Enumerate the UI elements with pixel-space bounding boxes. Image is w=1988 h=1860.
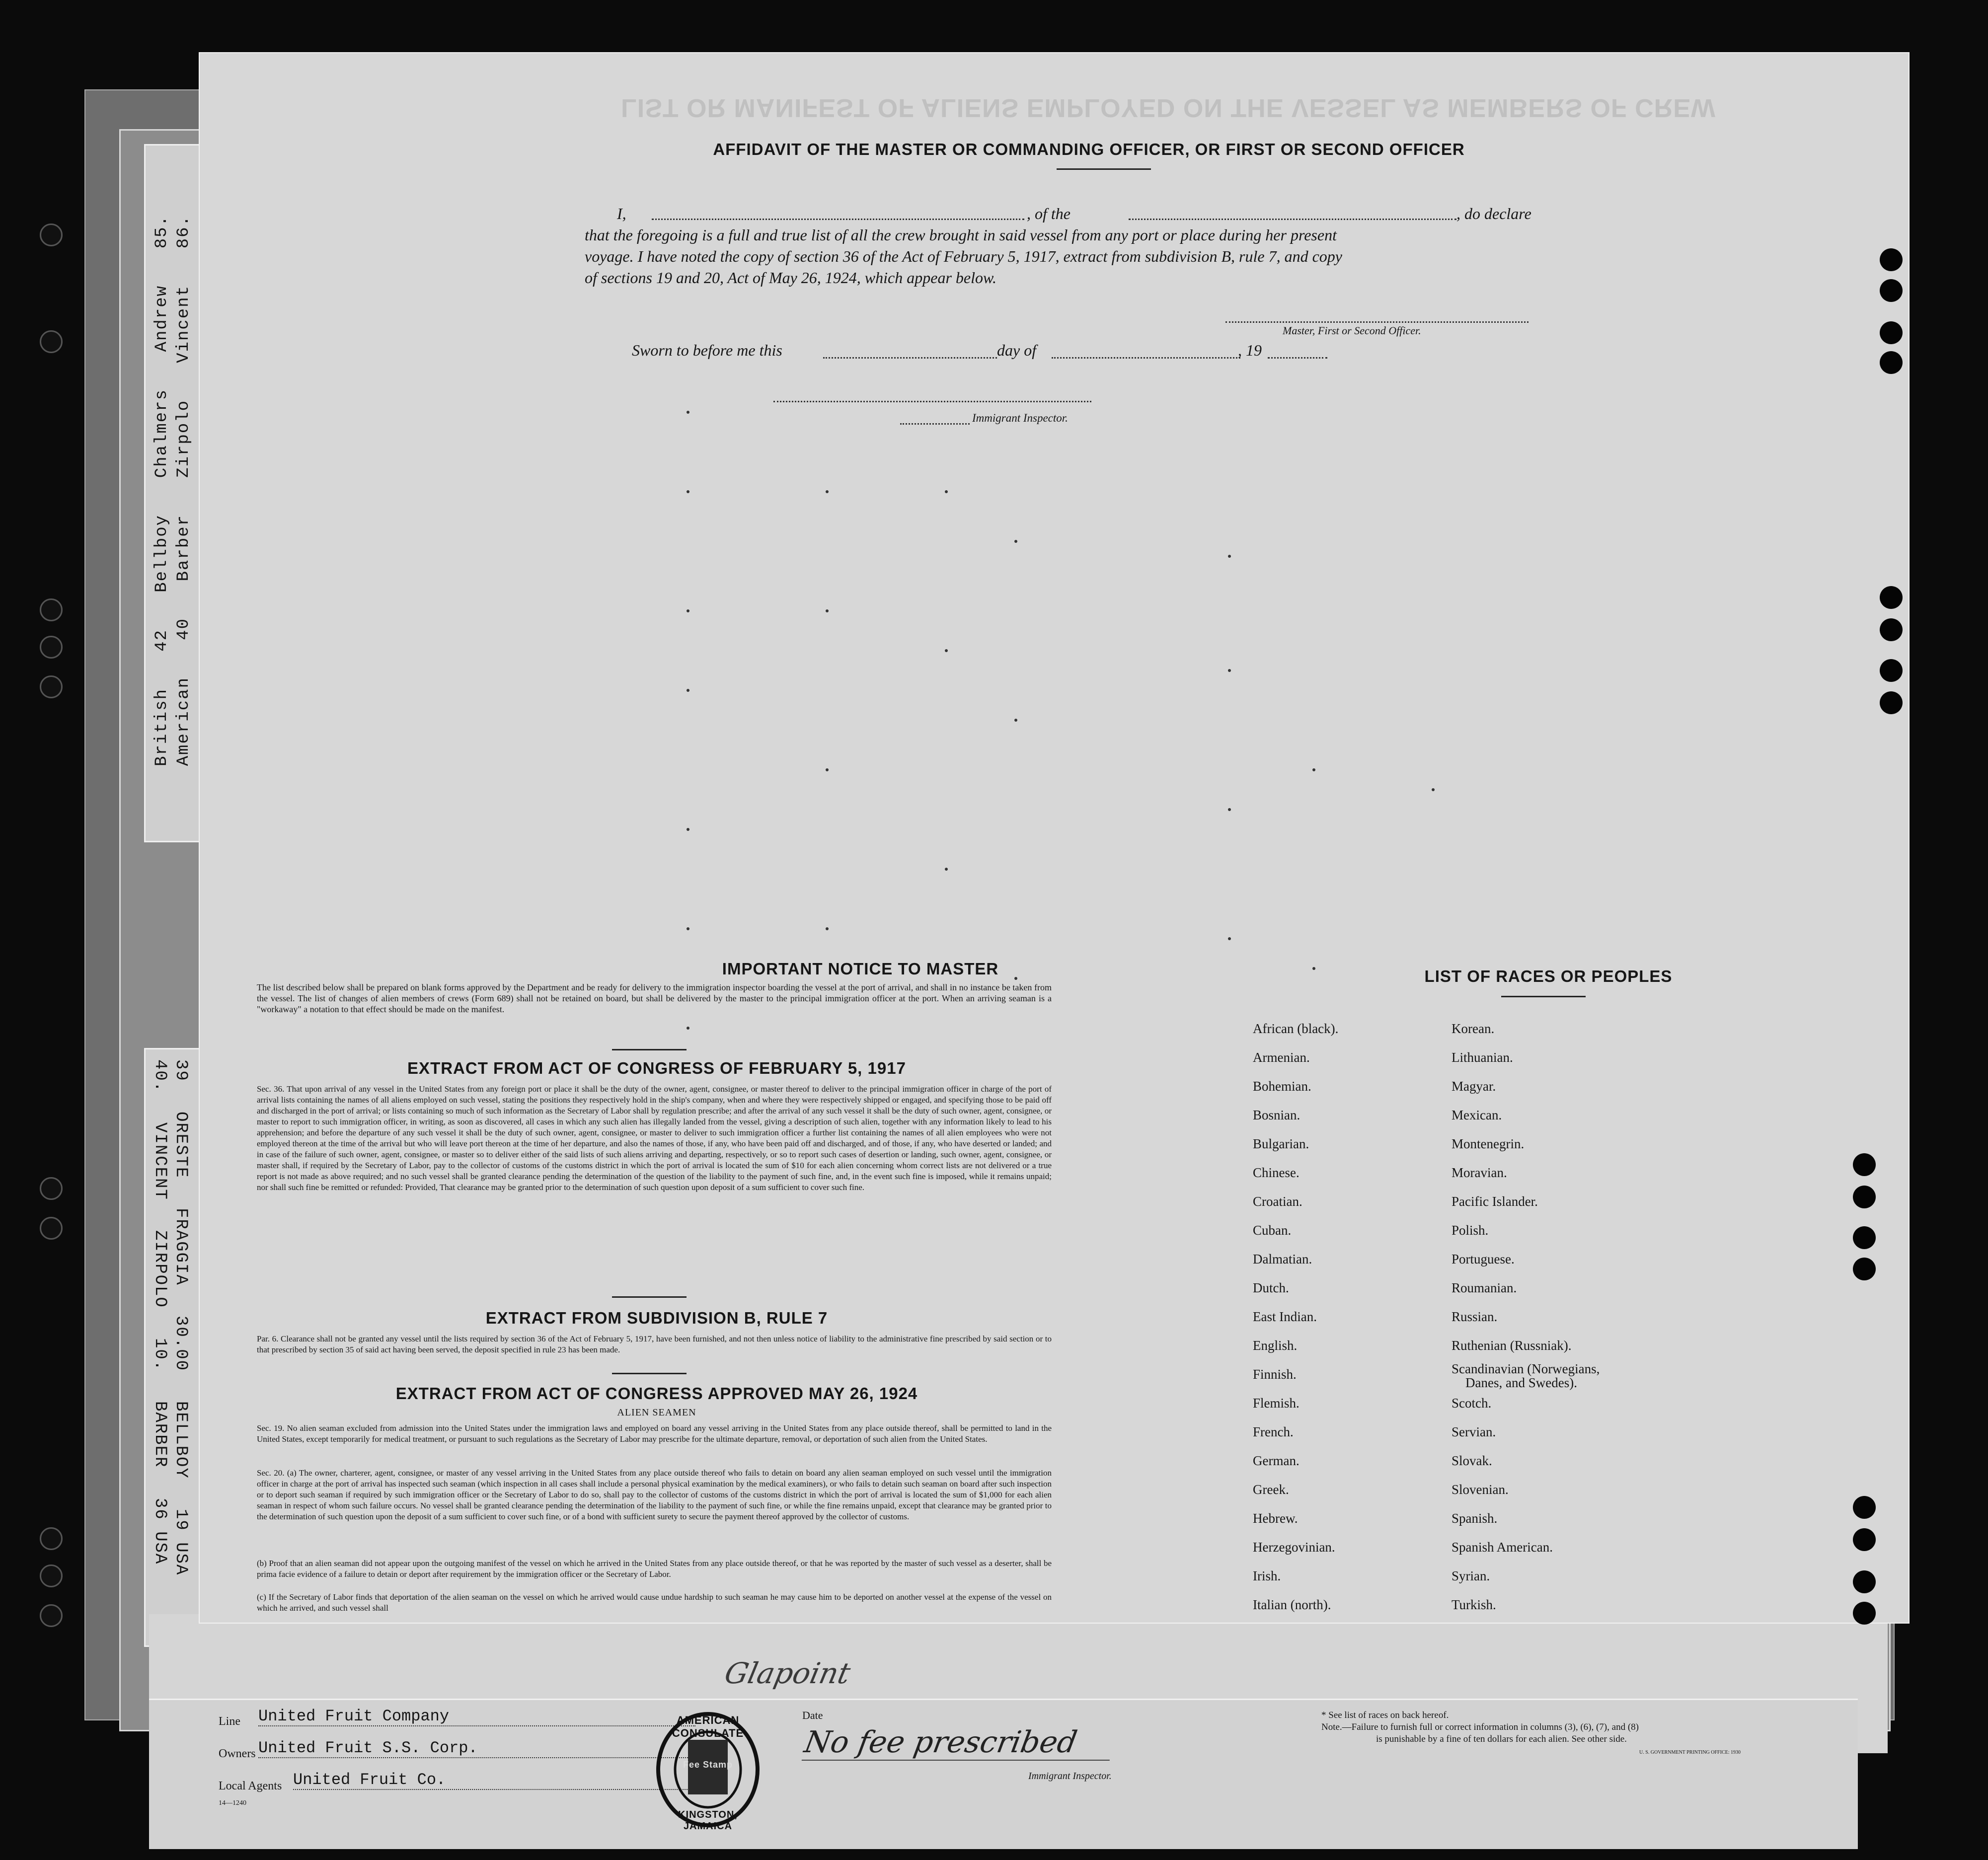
fine-note-line-2: is punishable by a fine of ten dollars for each alien. See other side. [1376,1734,1627,1744]
punch-hole-icon [40,636,63,659]
bleed-dot [945,649,948,652]
bleed-dot [1228,808,1231,811]
handwritten-signature: Glapoint [721,1656,853,1690]
bleed-dot [687,1027,689,1030]
strip-cell: 19 USA [171,1508,190,1576]
punch-hole-icon [40,1564,63,1587]
bleed-dot [1228,669,1231,672]
rule7-rule [612,1373,687,1374]
strip-cell: Barber [174,514,193,582]
strip-row-2 [174,215,193,821]
form-number: 14—1240 [219,1799,246,1807]
alien-seamen-subtitle: ALIEN SEAMEN [617,1407,696,1418]
strip-cell: Zirpolo [174,400,193,478]
notice-text: The list described below shall be prepared on blank forms approved by the Department and be ready for delivery to the immigration inspector boarding the vessel at the port of arrival, and shall in no instance be taken from the vessel. The list of changes of alien members of crews (Form 689) shall not be retained on board, but shall be delivered by the master to the principal immigration officer at the port. When an arriving seaman is a "workaway" a notation to that effect should be made on the manifest. [257,982,1052,1014]
strip-cell: 40 [174,618,193,641]
punch-hole-icon [1853,1602,1876,1625]
race-item: Turkish. [1452,1597,1496,1612]
extract-1924-title: EXTRACT FROM ACT OF CONGRESS APPROVED MAY 26, 1924 [395,1384,918,1403]
affidavit-title: AFFIDAVIT OF THE MASTER OR COMMANDING OFFICER, OR FIRST OR SECOND OFFICER [713,140,1465,158]
punch-hole-icon [1853,1528,1876,1551]
race-item: Slovenian. [1452,1482,1509,1497]
bleed-dot [1312,768,1315,771]
race-item: Magyar. [1452,1079,1496,1094]
punch-hole-icon [1880,586,1903,609]
strip-cell: 30.00 [171,1316,190,1372]
punch-hole-icon [1853,1186,1876,1208]
stamp-mid-text: Fee Stamp [683,1760,733,1770]
extract-1917-rule [612,1296,687,1298]
race-item: Spanish. [1452,1511,1498,1526]
punch-hole-icon [40,330,63,353]
year-blank [1268,357,1327,359]
bleed-through-header: LIST OR MANIFEST OF ALIENS EMPLOYED ON THE VESSEL AS MEMBERS OF CREW [621,93,1716,122]
race-item: Lithuanian. [1452,1050,1513,1065]
strip-cell: BARBER [151,1401,169,1468]
strip-cell: Andrew [153,285,171,352]
punch-hole-icon [1880,618,1903,641]
affidavit-declare: , do declare [1456,205,1531,223]
agents-value: United Fruit Co. [293,1771,695,1790]
manifest-footer [149,1699,1858,1849]
strip-row-1 [153,215,171,821]
punch-hole-icon [1853,1226,1876,1249]
extract-1917-text: Sec. 36. That upon arrival of any vessel in the United States from any foreign port or place it shall be the duty of the owner, agent, consignee, or master thereof to deliver to the principal immigration officer in charge of the port of arrival lists containing the names of all aliens employed on such vessel, stating the positions they respectively hold in the ship's company, when and where they were respectively shipped or engaged, and specifying those to be paid off and discharged in the port of arrival; or lists containing so much of such information as the Secretary of Labor shall by regulation prescribe; and after the arrival of any such vessel it shall be the duty of such owner, agent, consignee, or master to report to such immigration officer, in writing, as soon as discovered, all cases in which any such alien has illegally landed from the vessel, giving a description of such alien, together with any information likely to lead to his apprehension; and before the departure of any such vessel it shall be the duty of such owner, agent, consignee, or master to deliver to such immigration officer a further list containing the names of all alien employees who were not employed thereon at the time of the arrival but who will leave port thereon at the time of her departure, and also the names of those, if any, who have been paid off and discharged, and of those, if any, who have deserted or landed; and in case of the failure of such owner, agent, consignee, or master so to deliver either of the said lists of such aliens arriving and departing, respectively, or so to report such cases of desertion or landing, such owner, agent, consignee, or master shall, if required by the Secretary of Labor, pay to the collector of customs of the customs district in which the port of arrival is located the sum of $10 for each alien concerning whom correct lists are not delivered or a true report is not made as above required; and no such vessel shall be granted clearance pending the determination of the question of the liability to the payment of such fine, and, in the event such fine is imposed, while it remains unpaid; nor shall such fine be remitted or refunded: Provided, That clearance may be granted prior to the determination of such question upon deposit of a sum sufficient to cover such fine. [257,1084,1052,1192]
strip-cell: Bellboy [153,514,171,593]
bleed-dot [826,490,829,493]
inspector-caption: Immigrant Inspector. [972,412,1068,424]
strip-cell: 40. [151,1059,169,1093]
year-text: , 19 [1238,341,1262,359]
race-item: Pacific Islander. [1452,1194,1538,1209]
strip-cell: 10. [151,1338,169,1372]
race-item-scandinavian-cont: Danes, and Swedes). [1465,1375,1577,1390]
race-item-scandinavian: Scandinavian (Norwegians, [1452,1361,1600,1376]
race-item: Finnish. [1253,1367,1297,1382]
punch-hole-icon [1853,1258,1876,1280]
punch-hole-icon [40,675,63,698]
strip-cell: VINCENT [151,1122,169,1201]
punch-hole-icon [1880,659,1903,682]
affidavit-line-3: voyage. I have noted the copy of section 36 of the Act of February 5, 1917, extract from subdivision B, rule 7, and copy [585,247,1342,265]
race-item: Moravian. [1452,1165,1507,1180]
inspector-caption-leader [900,423,970,425]
race-item: African (black). [1253,1021,1339,1036]
strip-cell: 86. [174,215,193,249]
affidavit-line-2: that the foregoing is a full and true list of all the crew brought in said vessel from any port or place during her present [585,226,1337,244]
rule7-title: EXTRACT FROM SUBDIVISION B, RULE 7 [485,1309,828,1327]
race-item: German. [1253,1453,1300,1468]
race-item: Greek. [1253,1482,1289,1497]
bleed-dot [687,927,689,930]
race-item: Spanish American. [1452,1540,1553,1555]
sworn-text: Sworn to before me this [632,341,782,359]
title-rule [1057,168,1151,170]
race-item: Armenian. [1253,1050,1310,1065]
strip-cell: Vincent [174,285,193,364]
race-item: Dalmatian. [1253,1252,1312,1266]
line-label: Line [219,1715,240,1728]
punch-hole-icon [40,1177,63,1200]
strip-cell: American [174,677,193,766]
race-item: Hebrew. [1253,1511,1298,1526]
race-item: Korean. [1452,1021,1495,1036]
punch-hole-icon [40,1604,63,1627]
punch-hole-icon [40,598,63,621]
race-item: Slovak. [1452,1453,1492,1468]
day-of-text: day of [997,341,1037,359]
races-title: LIST OF RACES OR PEOPLES [1424,967,1673,985]
strip-cell: 42 [153,629,171,652]
bleed-dot [945,868,948,871]
master-caption: Master, First or Second Officer. [1283,324,1421,337]
race-item: Mexican. [1452,1108,1502,1122]
notice-title: IMPORTANT NOTICE TO MASTER [722,960,999,978]
bleed-dot [826,609,829,612]
footer-inspector-caption: Immigrant Inspector. [1028,1771,1112,1782]
rule7-text: Par. 6. Clearance shall not be granted any vessel until the lists required by section 36 of the Act of February 5, 1917, have been furnished, and not then unless notice of liability to the administrative fine prescribed by said section or to that prescribed by section 35 of said act having been served, the deposit specified in rule 23 has been made. [257,1334,1052,1354]
race-item: Croatian. [1253,1194,1302,1209]
race-item: Bulgarian. [1253,1136,1309,1151]
race-item: Cuban. [1253,1223,1292,1238]
race-item: Scotch. [1452,1396,1492,1411]
owners-label: Owners [219,1747,256,1760]
stamp-top-text: AMERICAN CONSULATE [672,1714,744,1739]
bleed-dot [1014,540,1017,543]
notice-rule [612,1049,687,1050]
punch-hole-icon [1880,248,1903,271]
bleed-dot [687,609,689,612]
punch-hole-icon [1880,351,1903,374]
strip-cell: Chalmers [153,388,171,478]
sec-20b-text: (b) Proof that an alien seaman did not appear upon the outgoing manifest of the vessel on which he arrived in the United States from any place outside thereof, or that he was reported by the master of such vessel as a deserter, shall be prima facie evidence of a failure to detain or deport after requirement by the immigration officer or the Secretary of Labor. [257,1559,1052,1579]
strip-cell: 36 USA [151,1497,169,1564]
line-value: United Fruit Company [258,1707,695,1726]
strip-cell: 85. [153,215,171,249]
bleed-dot [826,768,829,771]
strip-cell: British [153,688,171,766]
date-label: Date [802,1709,823,1721]
punch-hole-icon [1880,279,1903,302]
vessel-blank [1129,219,1456,220]
race-item: Servian. [1452,1424,1496,1439]
sec-20a-text: Sec. 20. (a) The owner, charterer, agent, consignee, or master of any vessel arriving in the United States from any place outside thereof who fails to detain on board any alien seaman employed on such vessel until the immigration officer in charge at the port of arrival has inspected such seaman (which inspection in all cases shall include a personal physical examination by the medical examiners), or who fails to detain such seaman on board after such inspection or to deport such seaman if required by such immigration officer or the Secretary of Labor to do so, shall pay to the collector of customs of the customs district in which the port of arrival is located the sum of $1,000 for each alien seaman in respect of whom such failure occurs. No vessel shall be granted clearance pending the determination of the liability to the payment of such fine, or while the fine remains unpaid, except that clearance may be granted prior to the determination of such question upon the deposit of a sum sufficient to cover such fine, or of a bond with sufficient surety to secure the payment thereof approved by the collector of customs. [257,1468,1052,1521]
punch-hole-icon [1880,321,1903,344]
bleed-dot [687,828,689,831]
race-item: English. [1253,1338,1298,1353]
strip-cell: ZIRPOLO [151,1230,169,1308]
race-item: Roumanian. [1452,1280,1517,1295]
printing-office-imprint: U. S. GOVERNMENT PRINTING OFFICE: 1930 [1639,1750,1741,1755]
races-right-column [1452,1014,1680,1619]
bleed-dot [687,490,689,493]
strip-cell: BELLBOY [171,1401,190,1479]
bleed-dot [1014,719,1017,722]
race-item [1452,1360,1680,1389]
sworn-day-blank [823,357,997,359]
races-note: * See list of races on back hereof. [1321,1710,1449,1720]
race-item: Dutch. [1253,1280,1289,1295]
race-item: Russian. [1452,1309,1498,1324]
punch-hole-icon [40,223,63,246]
race-item: Syrian. [1452,1568,1490,1583]
month-blank [1052,357,1240,359]
stamp-bottom-text: KINGSTON, JAMAICA [678,1809,738,1832]
master-signature-line [1225,321,1529,323]
bleed-dot [687,689,689,692]
race-item: French. [1253,1424,1294,1439]
owners-value: United Fruit S.S. Corp. [258,1739,695,1758]
race-item: Bohemian. [1253,1079,1311,1094]
affidavit-line-4: of sections 19 and 20, Act of May 26, 1924, which appear below. [585,269,996,287]
races-left-column [1253,1014,1452,1619]
affidavit-page [199,52,1910,1624]
bleed-dot [687,411,689,414]
extract-1917-title: EXTRACT FROM ACT OF CONGRESS OF FEBRUARY 5, 1917 [407,1059,906,1077]
race-item: Polish. [1452,1223,1489,1238]
name-blank [652,219,1024,220]
race-item: Chinese. [1253,1165,1300,1180]
left-strip-bottom [144,1048,207,1647]
bleed-dot [1432,788,1435,791]
bleed-dot [826,927,829,930]
strip-col-b [171,1059,190,1631]
race-item: Irish. [1253,1568,1281,1583]
sec-20c-text: (c) If the Secretary of Labor finds that deportation of the alien seaman on the vessel on which he arrived would cause undue hardship to such seaman he may cause him to be deported on another vessel at the expense of the vessel on which he arrived, and such vessel shall [257,1592,1052,1613]
races-rule [1501,996,1586,997]
bleed-dot [1228,555,1231,558]
strip-col-a [151,1059,169,1631]
punch-hole-icon [1853,1570,1876,1593]
bleed-dot [1228,937,1231,940]
fine-note-line-1: Note.—Failure to furnish full or correct information in columns (3), (6), (7), and (8) [1321,1722,1639,1732]
race-item: East Indian. [1253,1309,1317,1324]
handwritten-fee-note: No fee prescribed [802,1725,1116,1761]
agents-label: Local Agents [219,1780,282,1792]
race-item: Montenegrin. [1452,1136,1525,1151]
bleed-dot [945,490,948,493]
sec-19-text: Sec. 19. No alien seaman excluded from admission into the United States under the immigration laws and employed on board any vessel arriving in the United States from any place outside thereof, shall be permitted to land in the United States, except temporarily for medical treatment, or pursuant to such regulations as the Secretary of Labor may prescribe for the ultimate departure, removal, or deportation of such alien from the United States. [257,1423,1052,1444]
affidavit-of-the: , of the [1027,205,1070,223]
strip-cell: 39 [171,1059,190,1082]
punch-hole-icon [1853,1153,1876,1176]
race-item: Flemish. [1253,1396,1300,1411]
race-item: Herzegovinian. [1253,1540,1335,1555]
affidavit-i: I, [617,205,626,223]
inspector-signature-line [773,401,1091,402]
race-item: Bosnian. [1253,1108,1300,1122]
strip-cell: ORESTE [171,1111,190,1179]
strip-cell: FRAGGIA [171,1208,190,1286]
punch-hole-icon [40,1217,63,1240]
race-item: Ruthenian (Russniak). [1452,1338,1572,1353]
punch-hole-icon [40,1527,63,1550]
race-item: Portuguese. [1452,1252,1515,1266]
race-item: Italian (north). [1253,1597,1331,1612]
left-strip-top [144,144,207,842]
punch-hole-icon [1853,1496,1876,1519]
punch-hole-icon [1880,691,1903,714]
